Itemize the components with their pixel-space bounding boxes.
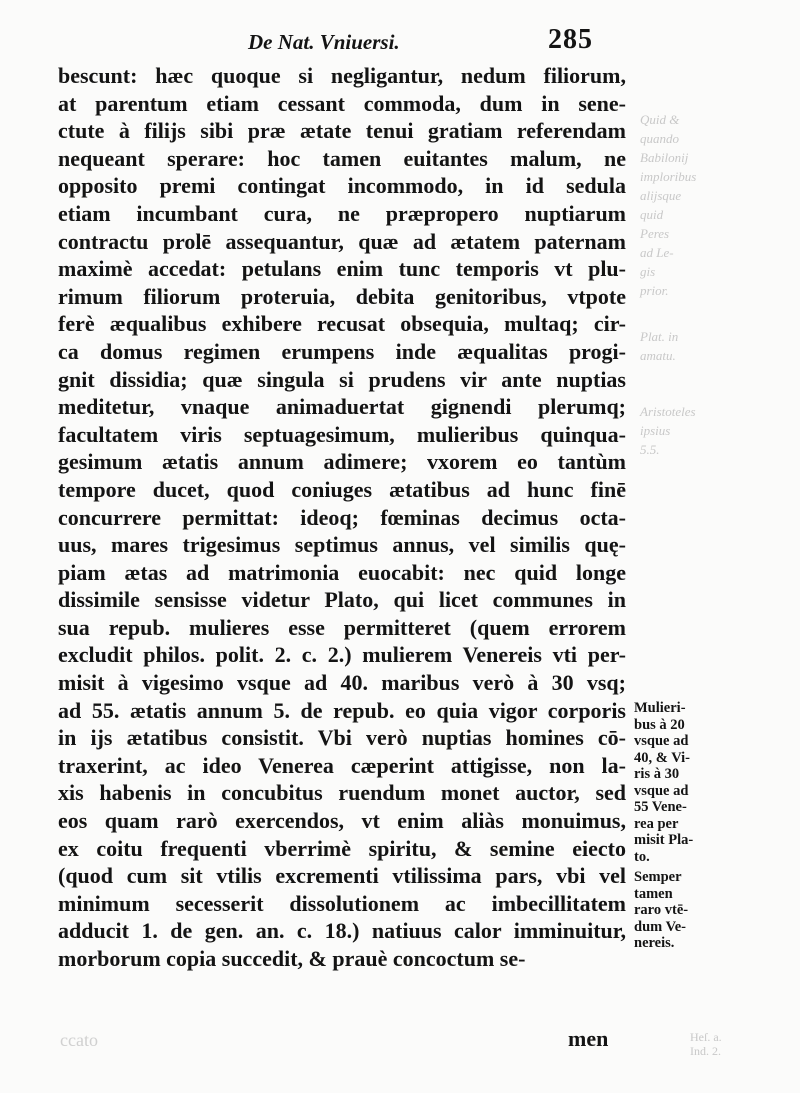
main-text-block xyxy=(58,62,626,973)
bleed-line: Aristoteles xyxy=(640,404,696,419)
bleed-line: quid xyxy=(640,207,664,222)
text-line: in ijs ætatibus consistit. Vbi verò nuptias homines cō- xyxy=(58,725,626,751)
note-line: ris à 30 xyxy=(634,766,680,782)
catchword: men xyxy=(568,1026,609,1051)
note-line: vsque ad xyxy=(634,782,689,799)
bleed-line: Babilonij xyxy=(640,150,689,165)
text-line: adducit 1. de gen. an. c. 18.) natiuus calor imminuitur, xyxy=(58,918,626,944)
bleed-through-bottom-right xyxy=(690,1030,722,1058)
note-line: misit Pla- xyxy=(634,832,694,848)
bleed-line: ipsius xyxy=(640,423,671,438)
bleed-line: Peres xyxy=(640,226,670,241)
note-line: to. xyxy=(634,848,650,865)
text-line: bescunt: hæc quoque si negligantur, nedum filiorum, xyxy=(58,63,626,88)
bleed-through-right-margin xyxy=(640,112,740,461)
text-line: morborum copia succedit, & prauè concoctum se- xyxy=(58,946,526,971)
running-head: De Nat. Vniuersi. xyxy=(248,30,400,54)
note-line: bus à 20 xyxy=(634,716,685,733)
text-line: meditetur, vnaque animaduertat gignendi plerumq; xyxy=(58,394,626,420)
note-line: rea per xyxy=(634,815,679,832)
bleed-line: Heſ. a. xyxy=(690,1030,722,1044)
bleed-line: Ind. 2. xyxy=(690,1044,721,1058)
text-line: gnit dissidia; quæ singula si prudens vir ante nuptias xyxy=(58,366,626,392)
bleed-line: Plat. in xyxy=(640,329,679,344)
bleed-line: quando xyxy=(640,131,679,146)
text-line: piam ætas ad matrimonia euocabit: nec quid longe xyxy=(58,559,626,585)
text-line: opposito premi contingat incommodo, in id sedula xyxy=(58,173,626,199)
text-line: concurrere permittat: ideoq; fœminas decimus octa- xyxy=(58,504,626,530)
text-line: etiam incumbant cura, ne præpropero nuptiarum xyxy=(58,200,626,226)
note-line: 55 Vene- xyxy=(634,799,687,815)
text-line: ex coitu frequenti vberrimè spiritu, & semine eiecto xyxy=(58,835,626,861)
text-line: dissimile sensisse videtur Plato, qui licet communes in xyxy=(58,587,626,613)
text-line: (quod cum sit vtilis excrementi vtilissima pars, vbi vel xyxy=(58,863,626,889)
text-line: nequeant sperare: hoc tamen euitantes malum, ne xyxy=(58,145,626,171)
text-line: ferè æqualibus exhibere recusat obsequia, multaq; cir- xyxy=(58,311,626,337)
note-line: 40, & Vi- xyxy=(634,749,690,766)
text-line: contractu prolē assequantur, quæ ad ætatem paternam xyxy=(58,228,626,254)
text-line: at parentum etiam cessant commoda, dum in sene- xyxy=(58,90,626,116)
text-line: ca domus regimen erumpens inde æqualitas progi- xyxy=(58,338,626,364)
bleed-line: gis xyxy=(640,264,656,279)
text-line: facultatem viris septuagesimum, mulieribus quinqua- xyxy=(58,421,626,447)
note-line: tamen xyxy=(634,885,673,902)
text-line: xis habenis in concubitus ruendum monet auctor, sed xyxy=(58,780,626,806)
note-line: raro vtē- xyxy=(634,902,689,918)
text-line: minimum secesserit dissolutionem ac imbecillitatem xyxy=(58,890,626,916)
text-line: sua repub. mulieres esse permitteret (quem errorem xyxy=(58,614,626,640)
bleed-line: imploribus xyxy=(640,169,697,184)
bleed-line: amatu. xyxy=(640,348,676,363)
bleed-line: alijsque xyxy=(640,188,682,203)
note-line: Mulieri- xyxy=(634,700,686,716)
note-line: dum Ve- xyxy=(634,918,686,935)
text-line: traxerint, ac ideo Venerea cæperint attigisse, non la- xyxy=(58,752,626,778)
text-line: misit à vigesimo vsque ad 40. maribus verò à 30 vsq; xyxy=(58,670,626,696)
bleed-line: Quid & xyxy=(640,112,680,127)
note-line: nereis. xyxy=(634,935,675,951)
bleed-line: ad Le- xyxy=(640,245,674,260)
text-line: maximè accedat: petulans enim tunc temporis vt plu- xyxy=(58,256,626,282)
note-line: vsque ad xyxy=(634,733,689,749)
bleed-through-bottom: ccato xyxy=(60,1030,98,1050)
text-line: rimum filiorum proteruia, debita genitoribus, vtpote xyxy=(58,283,626,309)
bleed-line: prior. xyxy=(640,283,669,298)
text-line: gesimum ætatis annum adimere; vxorem eo tantùm xyxy=(58,449,626,475)
text-line: uus, mares trigesimus septimus annus, vel similis quę- xyxy=(58,532,626,558)
page-number: 285 xyxy=(548,24,593,55)
text-line: tempore ducet, quod coniuges ætatibus ad hunc finē xyxy=(58,476,626,502)
text-line: eos quam rarò exercendos, vt enim aliàs monuimus, xyxy=(58,808,626,834)
text-line: ctute à filijs sibi præ ætate tenui gratiam referendam xyxy=(58,118,626,144)
marginal-note xyxy=(634,700,724,952)
text-line: ad 55. ætatis annum 5. de repub. eo quia vigor corporis xyxy=(58,697,626,723)
text-line: excludit philos. polit. 2. c. 2.) mulierem Venereis vti per- xyxy=(58,642,626,668)
note-line: Semper xyxy=(634,869,682,885)
bleed-line: 5.5. xyxy=(640,442,660,457)
